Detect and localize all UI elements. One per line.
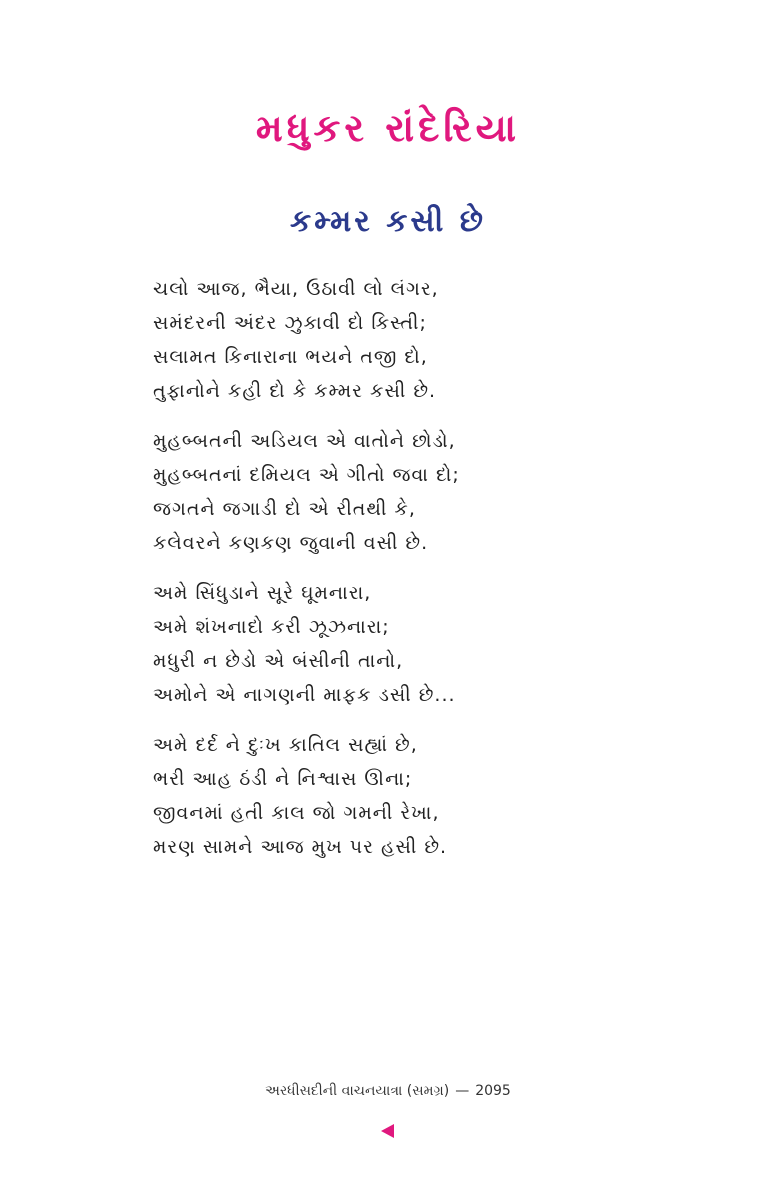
poem-body <box>153 272 633 880</box>
poem-line: મરણ સામને આજ મુખ પર હસી છે. <box>153 836 448 858</box>
poem-line: અમે દર્દ ને દુઃખ કાતિલ સહ્યાં છે, <box>153 734 418 756</box>
poem-line: સમંદરની અંદર ઝુકાવી દો કિસ્તી; <box>153 312 427 334</box>
poem-line: જગતને જગાડી દો એ રીતથી કે, <box>153 498 416 520</box>
poem-line: ભરી આહ ઠંડી ને નિશ્વાસ ઊના; <box>153 768 413 790</box>
poem-line: તુફાનોને કહી દો કે કમ્મર કસી છે. <box>153 380 437 402</box>
poem-line: અમોને એ નાગણની માફક ડસી છે... <box>153 684 456 706</box>
book-title: અરધીસદીની વાચનયાત્રા (સમગ્ર) <box>265 1083 450 1099</box>
poem-line: જીવનમાં હતી કાલ જો ગમની રેખા, <box>153 802 440 824</box>
stanza-2 <box>153 424 633 560</box>
poem-line: સલામત કિનારાના ભયને તજી દો, <box>153 346 428 368</box>
footer-dash: — <box>455 1083 470 1099</box>
stanza-3 <box>153 576 633 712</box>
back-arrow-icon[interactable] <box>381 1124 394 1138</box>
page-footer <box>0 1080 776 1102</box>
poem-title: કમ્મર કસી છે <box>290 204 486 239</box>
stanza-4 <box>153 728 633 864</box>
poem-line: મધુરી ન છેડો એ બંસીની તાનો, <box>153 650 404 672</box>
poem-line: મુહબ્બતનાં દમિયલ એ ગીતો જવા દો; <box>153 464 460 486</box>
poem-line: કલેવરને કણકણ જુવાની વસી છે. <box>153 532 429 554</box>
stanza-1 <box>153 272 633 408</box>
poem-line: અમે સિંધુડાને સૂરે ઘૂમનારા, <box>153 582 372 604</box>
poem-line: મુહબ્બતની અડિયલ એ વાતોને છોડો, <box>153 430 456 452</box>
poem-line: અમે શંખનાદો કરી ઝૂઝનારા; <box>153 616 390 638</box>
author-name: મધુકર રાંદેરિયા <box>255 106 521 150</box>
poem-line: ચલો આજ, ભૈયા, ઉઠાવી લો લંગર, <box>153 278 439 300</box>
page-number: 2095 <box>475 1083 511 1099</box>
